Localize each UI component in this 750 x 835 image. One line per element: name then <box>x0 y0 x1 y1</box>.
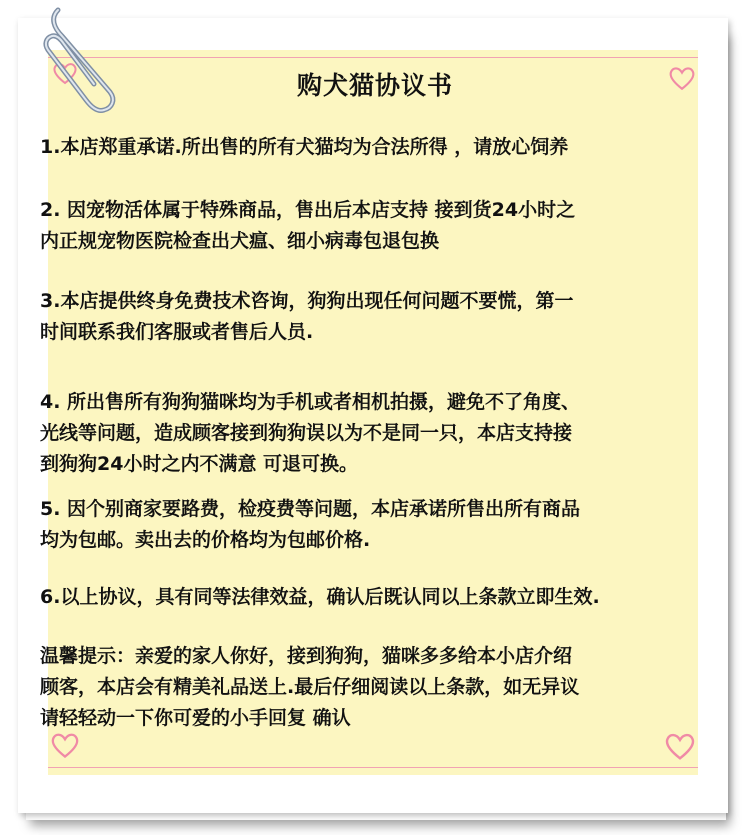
heart-icon <box>50 730 80 760</box>
clause-line: 光线等问题，造成顾客接到狗狗误以为不是同一只，本店支持接 <box>40 422 573 444</box>
clause-line: 3.本店提供终身免费技术咨询，狗狗出现任何问题不要慌，第一 <box>40 290 574 312</box>
clause-line: 内正规宠物医院检查出犬瘟、细小病毒包退包换 <box>40 230 440 252</box>
clause-line: 1.本店郑重承诺.所出售的所有犬猫均为合法所得 ，请放心饲养 <box>40 136 569 158</box>
clause-3 <box>40 286 690 348</box>
clause-line: 2. 因宠物活体属于特殊商品，售出后本店支持 接到货24小时之 <box>40 199 576 221</box>
clause-line: 5. 因个别商家要路费，检疫费等问题，本店承诺所售出所有商品 <box>40 498 581 520</box>
clause-line: 温馨提示：亲爱的家人你好，接到狗狗，猫咪多多给本小店介绍 <box>40 645 573 667</box>
clause-line: 时间联系我们客服或者售后人员. <box>40 321 314 343</box>
clause-5 <box>40 494 690 556</box>
clause-2 <box>40 195 690 257</box>
clause-line: 顾客，本店会有精美礼品送上.最后仔细阅读以上条款，如无异议 <box>40 676 580 698</box>
clause-6 <box>40 582 690 613</box>
clause-line: 4. 所出售所有狗狗猫咪均为手机或者相机拍摄，避免不了角度、 <box>40 391 581 413</box>
clause-line: 请轻轻动一下你可爱的小手回复 确认 <box>40 707 351 729</box>
warm-reminder <box>40 641 690 734</box>
heart-icon <box>664 730 696 762</box>
clause-line: 到狗狗24小时之内不满意 可退可换。 <box>40 453 359 475</box>
clause-1 <box>40 132 690 163</box>
top-border-line <box>48 57 698 58</box>
bottom-border-line <box>48 767 698 768</box>
clause-4 <box>40 387 690 480</box>
page-title: 购犬猫协议书 <box>296 71 453 100</box>
clause-line: 6.以上协议，具有同等法律效益，确认后既认同以上条款立即生效. <box>40 586 600 608</box>
clause-line: 均为包邮。卖出去的价格均为包邮价格. <box>40 529 371 551</box>
